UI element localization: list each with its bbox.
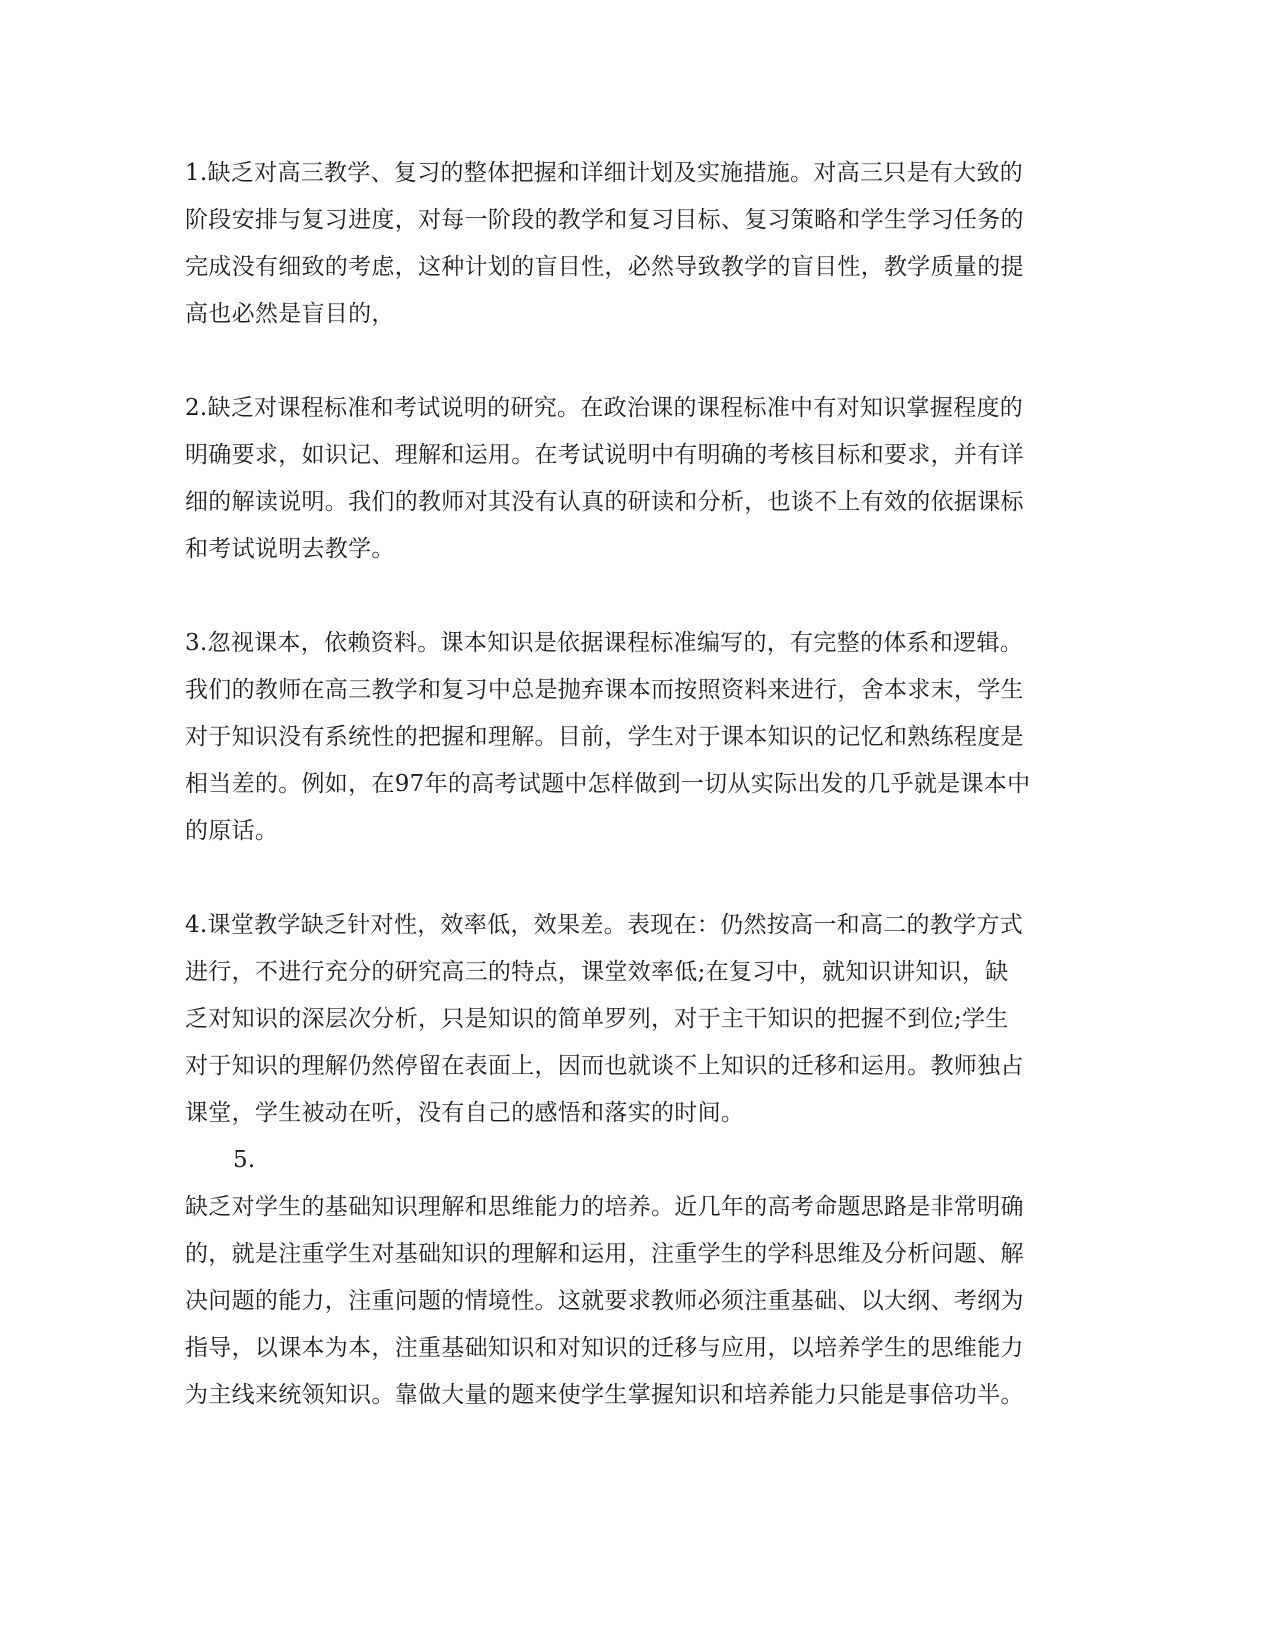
paragraph-3-line-1: 3.忽视课本，依赖资料。课本知识是依据课程标准编写的，有完整的体系和逻辑。 (185, 630, 1024, 656)
paragraph-4-line-2: 进行，不进行充分的研究高三的特点，课堂效率低;在复习中，就知识讲知识，缺 (185, 959, 1009, 985)
paragraph-1-line-3: 完成没有细致的考虑，这种计划的盲目性，必然导致教学的盲目性，教学质量的提 (185, 254, 1024, 280)
paragraph-1-line-1: 1.缺乏对高三教学、复习的整体把握和详细计划及实施措施。对高三只是有大致的 (185, 160, 1024, 186)
paragraph-4-line-3: 乏对知识的深层次分析，只是知识的简单罗列，对于主干知识的把握不到位;学生 (185, 1006, 1009, 1032)
paragraph-5-line-2: 的，就是注重学生对基础知识的理解和运用，注重学生的学科思维及分析问题、解 (185, 1241, 1024, 1267)
paragraph-5-number: 5. (233, 1147, 256, 1173)
paragraph-2-line-3: 细的解读说明。我们的教师对其没有认真的研读和分析，也谈不上有效的依据课标 (185, 489, 1024, 515)
paragraph-4-line-5: 课堂，学生被动在听，没有自己的感悟和落实的时间。 (185, 1100, 745, 1126)
paragraph-5-line-4: 指导，以课本为本，注重基础知识和对知识的迁移与应用，以培养学生的思维能力 (185, 1335, 1024, 1361)
paragraph-2-line-2: 明确要求，如识记、理解和运用。在考试说明中有明确的考核目标和要求，并有详 (185, 442, 1024, 468)
paragraph-2-line-4: 和考试说明去教学。 (185, 536, 395, 562)
paragraph-4-line-1: 4.课堂教学缺乏针对性，效率低，效果差。表现在：仍然按高一和高二的教学方式 (185, 912, 1024, 938)
paragraph-3-line-5: 的原话。 (185, 818, 279, 844)
paragraph-1-line-4: 高也必然是盲目的， (185, 301, 395, 327)
paragraph-3-line-3: 对于知识没有系统性的把握和理解。目前，学生对于课本知识的记忆和熟练程度是 (185, 724, 1024, 750)
paragraph-2-line-1: 2.缺乏对课程标准和考试说明的研究。在政治课的课程标准中有对知识掌握程度的 (185, 395, 1024, 421)
paragraph-5-line-1: 缺乏对学生的基础知识理解和思维能力的培养。近几年的高考命题思路是非常明确 (185, 1194, 1024, 1220)
paragraph-3-line-2: 我们的教师在高三教学和复习中总是抛弃课本而按照资料来进行，舍本求末，学生 (185, 677, 1024, 703)
paragraph-3-line-4: 相当差的。例如，在97年的高考试题中怎样做到一切从实际出发的几乎就是课本中 (185, 771, 1031, 797)
paragraph-4-line-4: 对于知识的理解仍然停留在表面上，因而也就谈不上知识的迁移和运用。教师独占 (185, 1053, 1024, 1079)
paragraph-5-line-3: 决问题的能力，注重问题的情境性。这就要求教师必须注重基础、以大纲、考纲为 (185, 1288, 1024, 1314)
paragraph-1-line-2: 阶段安排与复习进度，对每一阶段的教学和复习目标、复习策略和学生学习任务的 (185, 207, 1024, 233)
paragraph-5-line-5: 为主线来统领知识。靠做大量的题来使学生掌握知识和培养能力只能是事倍功半。 (185, 1382, 1024, 1408)
